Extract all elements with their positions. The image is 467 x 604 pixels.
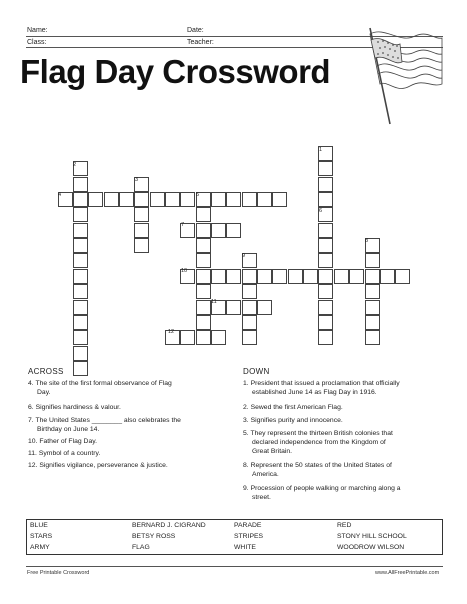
crossword-cell[interactable]: [73, 192, 88, 207]
word-bank-item: STARS: [30, 533, 53, 540]
crossword-cell[interactable]: [196, 207, 211, 222]
down-clue-8: 8. Represent the 50 states of the United States of America.: [243, 462, 392, 478]
crossword-cell[interactable]: [73, 177, 88, 192]
crossword-cell[interactable]: [196, 238, 211, 253]
clue-number-6: 6: [319, 208, 323, 214]
crossword-cell[interactable]: [242, 269, 257, 284]
down-heading: DOWN: [243, 367, 270, 376]
crossword-cell[interactable]: [211, 330, 226, 345]
crossword-cell[interactable]: [73, 300, 88, 315]
crossword-cell[interactable]: [318, 330, 333, 345]
word-bank: [26, 519, 443, 555]
crossword-cell[interactable]: [88, 192, 103, 207]
clue-number-12: 12: [168, 329, 175, 335]
clue-number-3: 3: [135, 177, 139, 183]
crossword-cell[interactable]: [365, 315, 380, 330]
crossword-cell[interactable]: [196, 300, 211, 315]
crossword-cell[interactable]: [73, 269, 88, 284]
crossword-cell[interactable]: [334, 269, 349, 284]
american-flag-icon: [340, 26, 445, 126]
crossword-cell[interactable]: [365, 253, 380, 268]
crossword-cell[interactable]: [318, 177, 333, 192]
crossword-cell[interactable]: [272, 192, 287, 207]
crossword-cell[interactable]: [150, 192, 165, 207]
crossword-cell[interactable]: [303, 269, 318, 284]
crossword-cell[interactable]: [242, 192, 257, 207]
crossword-cell[interactable]: [211, 223, 226, 238]
crossword-cell[interactable]: [380, 269, 395, 284]
clue-number-10: 10: [181, 268, 188, 274]
crossword-cell[interactable]: [365, 300, 380, 315]
crossword-cell[interactable]: [318, 192, 333, 207]
crossword-cell[interactable]: [134, 207, 149, 222]
crossword-cell[interactable]: [196, 330, 211, 345]
word-bank-item: FLAG: [132, 544, 150, 551]
across-clue-12: 12. Signifies vigilance, perseverance & justice.: [28, 462, 168, 469]
crossword-cell[interactable]: [180, 192, 195, 207]
crossword-cell[interactable]: [196, 253, 211, 268]
clue-number-2: 2: [73, 162, 77, 168]
crossword-cell[interactable]: [73, 346, 88, 361]
crossword-cell[interactable]: [365, 284, 380, 299]
clue-number-5: 5: [196, 192, 200, 198]
crossword-cell[interactable]: [318, 315, 333, 330]
word-bank-item: PARADE: [234, 522, 262, 529]
crossword-cell[interactable]: [73, 315, 88, 330]
crossword-cell[interactable]: [226, 300, 241, 315]
word-bank-item: ARMY: [30, 544, 50, 551]
crossword-cell[interactable]: [226, 192, 241, 207]
word-bank-item: BERNARD J. CIGRAND: [132, 522, 206, 529]
word-bank-item: WHITE: [234, 544, 256, 551]
crossword-cell[interactable]: [318, 300, 333, 315]
down-clue-9: 9. Procession of people walking or marching along a street.: [243, 485, 401, 501]
down-clue-3: 3. Signifies purity and innocence.: [243, 417, 343, 424]
crossword-cell[interactable]: [318, 253, 333, 268]
crossword-cell[interactable]: [196, 223, 211, 238]
crossword-cell[interactable]: [73, 361, 88, 376]
crossword-cell[interactable]: [257, 192, 272, 207]
crossword-cell[interactable]: [196, 315, 211, 330]
crossword-cell[interactable]: [257, 300, 272, 315]
crossword-cell[interactable]: [73, 330, 88, 345]
crossword-cell[interactable]: [134, 238, 149, 253]
crossword-cell[interactable]: [242, 330, 257, 345]
crossword-cell[interactable]: [242, 284, 257, 299]
across-clue-6: 6. Signifies hardiness & valour.: [28, 404, 121, 411]
crossword-cell[interactable]: [242, 300, 257, 315]
page-title: Flag Day Crossword: [20, 53, 331, 90]
crossword-cell[interactable]: [196, 269, 211, 284]
clue-number-7: 7: [181, 222, 185, 228]
clue-number-4: 4: [58, 192, 62, 198]
crossword-cell[interactable]: [134, 192, 149, 207]
across-heading: ACROSS: [28, 367, 64, 376]
across-clue-4: 4. The site of the first formal observance of Flag Day.: [28, 380, 172, 396]
crossword-cell[interactable]: [226, 223, 241, 238]
crossword-cell[interactable]: [73, 238, 88, 253]
crossword-cell[interactable]: [73, 207, 88, 222]
across-clue-7: 7. The United States ________ also celebrates the Birthday on June 14.: [28, 417, 181, 433]
date-label: Date:: [187, 27, 204, 34]
crossword-cell[interactable]: [365, 269, 380, 284]
crossword-cell[interactable]: [211, 269, 226, 284]
crossword-cell[interactable]: [73, 223, 88, 238]
crossword-cell[interactable]: [288, 269, 303, 284]
class-label: Class:: [27, 39, 47, 46]
crossword-cell[interactable]: [211, 192, 226, 207]
crossword-cell[interactable]: [395, 269, 410, 284]
crossword-cell[interactable]: [242, 315, 257, 330]
crossword-cell[interactable]: [318, 223, 333, 238]
clue-number-11: 11: [211, 299, 217, 305]
clue-number-9: 9: [242, 253, 246, 259]
crossword-cell[interactable]: [196, 284, 211, 299]
crossword-cell[interactable]: [104, 192, 119, 207]
crossword-cell[interactable]: [119, 192, 134, 207]
crossword-cell[interactable]: [134, 223, 149, 238]
down-clue-1: 1. President that issued a proclamation that officially established June 14 as Flag Day in 1916.: [243, 380, 400, 396]
word-bank-item: BETSY ROSS: [132, 533, 176, 540]
word-bank-item: WOODROW WILSON: [337, 544, 405, 551]
crossword-cell[interactable]: [180, 330, 195, 345]
word-bank-item: STRIPES: [234, 533, 264, 540]
clue-number-8: 8: [365, 238, 369, 244]
crossword-cell[interactable]: [257, 269, 272, 284]
crossword-cell[interactable]: [226, 269, 241, 284]
word-bank-item: RED: [337, 522, 352, 529]
crossword-cell[interactable]: [365, 330, 380, 345]
down-clue-2: 2. Sewed the first American Flag.: [243, 404, 343, 411]
across-clue-11: 11. Symbol of a country.: [28, 450, 101, 457]
down-clue-5: 5. They represent the thirteen British colonies that declared independence from the Kingdom of Great Britain.: [243, 430, 393, 455]
word-bank-item: BLUE: [30, 522, 48, 529]
crossword-cell[interactable]: [318, 161, 333, 176]
footer-divider: [26, 566, 443, 567]
crossword-cell[interactable]: [165, 192, 180, 207]
crossword-cell[interactable]: [318, 284, 333, 299]
word-bank-item: STONY HILL SCHOOL: [337, 533, 407, 540]
crossword-cell[interactable]: [349, 269, 364, 284]
crossword-cell[interactable]: [73, 284, 88, 299]
footer-website-link[interactable]: www.AllFreePrintable.com: [375, 570, 440, 576]
crossword-cell[interactable]: [73, 253, 88, 268]
footer-left-text: Free Printable Crossword: [27, 570, 90, 576]
teacher-label: Teacher:: [187, 39, 214, 46]
crossword-cell[interactable]: [272, 269, 287, 284]
name-label: Name:: [27, 27, 48, 34]
crossword-cell[interactable]: [318, 269, 333, 284]
across-clue-10: 10. Father of Flag Day.: [28, 438, 98, 445]
crossword-cell[interactable]: [318, 238, 333, 253]
clue-number-1: 1: [319, 147, 323, 153]
